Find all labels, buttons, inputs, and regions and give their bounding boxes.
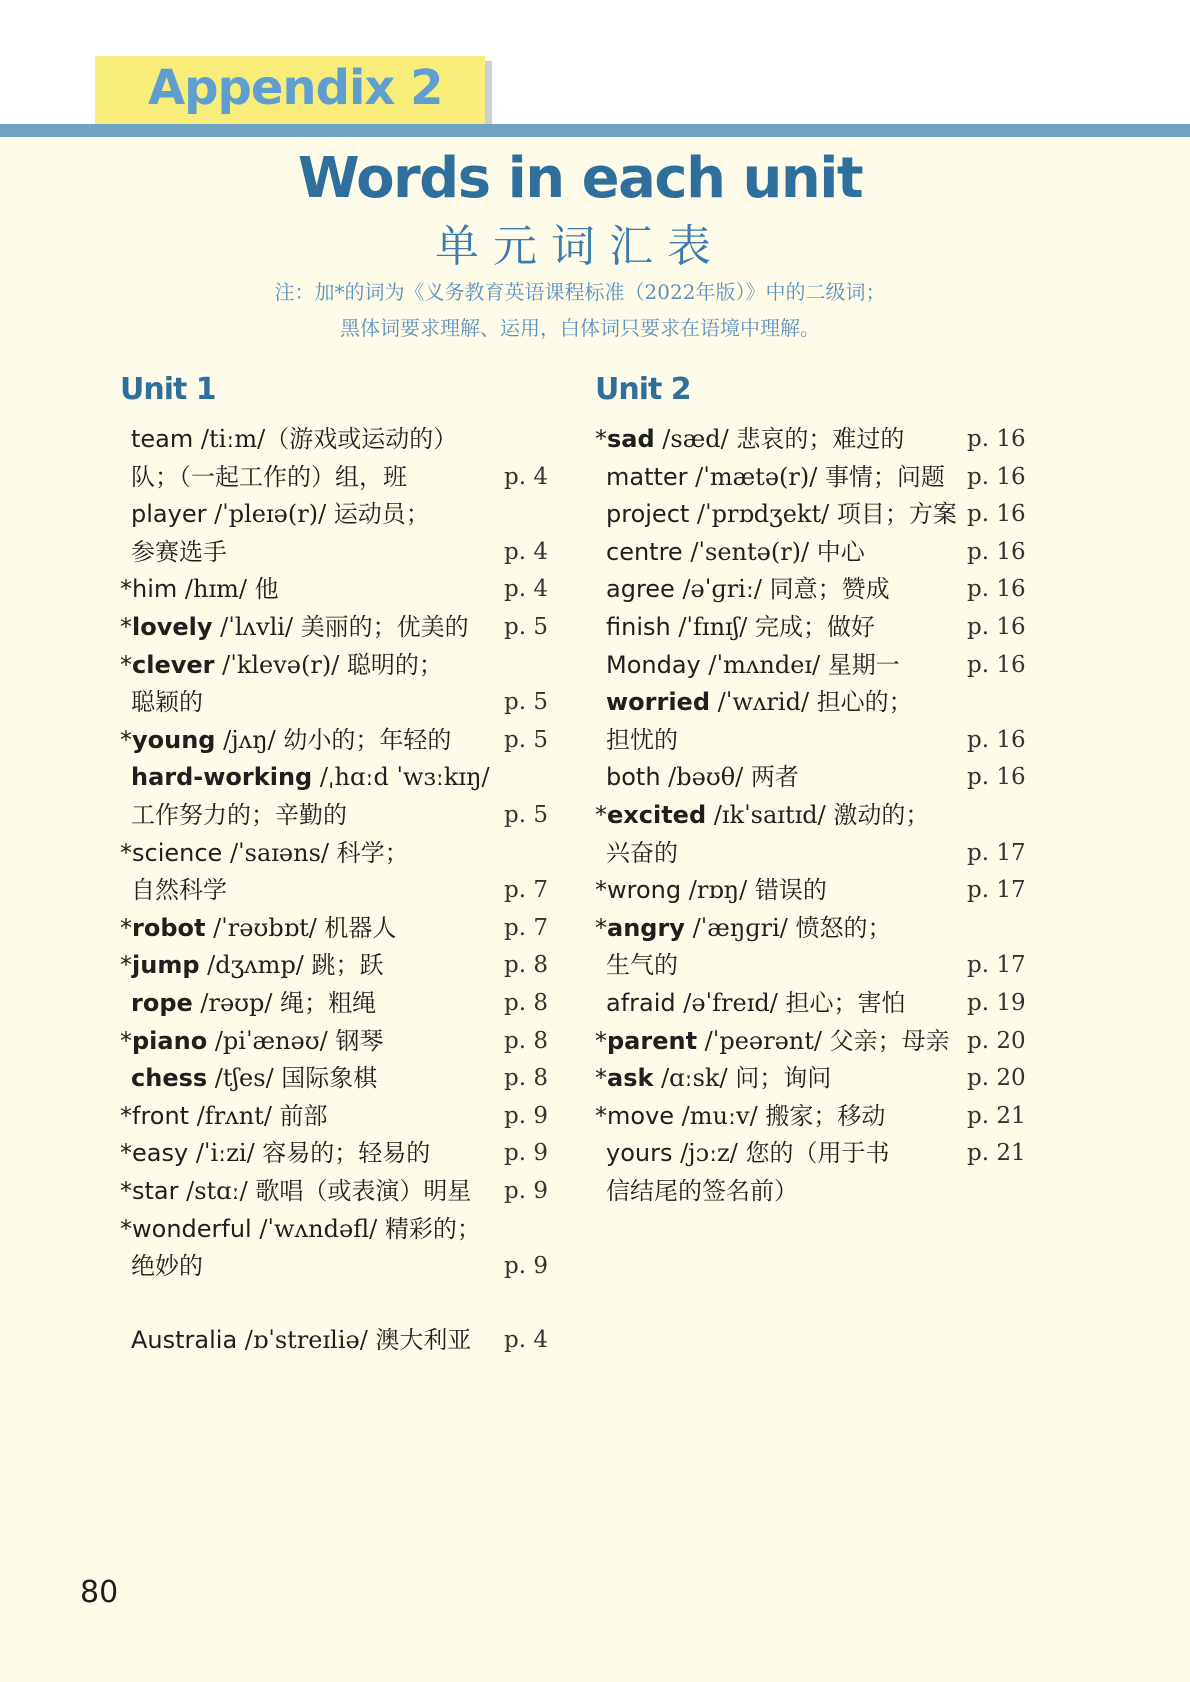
vocab-definition: 信结尾的签名前） xyxy=(606,1177,798,1205)
vocab-line xyxy=(131,872,227,909)
vocab-line xyxy=(606,647,900,684)
vocab-line-proper-noun xyxy=(131,1322,471,1359)
vocab-definition: /ɒˈstreɪliə/ 澳大利亚 xyxy=(237,1326,472,1354)
page-reference: p. 9 xyxy=(504,1102,548,1129)
vocab-line xyxy=(606,684,913,721)
vocab-word: yours xyxy=(606,1139,673,1168)
page-reference: p. 9 xyxy=(504,1178,548,1204)
star-marker: * xyxy=(120,838,132,867)
page-reference: p. 4 xyxy=(504,576,548,603)
star-marker: * xyxy=(120,613,132,641)
vocab-definition: /ˈsentə(r)/ 中心 xyxy=(682,537,865,566)
vocab-definition: /ˈlʌvli/ 美丽的；优美的 xyxy=(212,613,469,641)
page-reference: p. 4 xyxy=(504,538,548,565)
vocab-line xyxy=(120,910,396,947)
vocab-definition: /ˈpeərənt/ 父亲；母亲 xyxy=(697,1026,950,1055)
vocab-word: lovely xyxy=(132,613,213,641)
vocab-line xyxy=(595,797,929,834)
vocab-definition: 参赛选手 xyxy=(131,537,227,566)
vocab-word: project xyxy=(606,500,690,529)
vocab-line xyxy=(606,609,875,646)
vocab-line xyxy=(606,534,865,571)
page-subtitle: 单元词汇表 xyxy=(435,221,725,272)
page-reference: p. 9 xyxy=(504,1140,548,1167)
vocab-line xyxy=(606,1135,890,1172)
unit-1-heading: Unit 1 xyxy=(120,372,216,407)
vocab-definition: 生气的 xyxy=(606,951,678,980)
vocab-word: star xyxy=(132,1177,179,1205)
vocab-word: Monday xyxy=(606,650,701,679)
vocab-word: team xyxy=(131,425,194,453)
vocab-word: sad xyxy=(607,425,655,453)
vocab-line xyxy=(120,571,279,608)
page-reference: p. 16 xyxy=(967,538,1026,565)
vocab-definition: /ˈmætə(r)/ 事情；问题 xyxy=(687,462,945,491)
vocab-word: robot xyxy=(132,913,206,942)
vocab-word: excited xyxy=(607,801,707,829)
page-reference: p. 7 xyxy=(504,914,548,941)
vocab-definition: /rɒŋ/ 错误的 xyxy=(681,876,827,905)
vocab-definition: /ˈæŋɡri/ 愤怒的； xyxy=(684,913,892,942)
star-marker: * xyxy=(595,1101,607,1130)
page-reference: p. 5 xyxy=(504,614,548,640)
vocab-line xyxy=(595,1098,885,1135)
vocab-definition: 自然科学 xyxy=(131,876,227,905)
vocab-definition: /piˈænəʊ/ 钢琴 xyxy=(207,1026,384,1055)
vocab-definition: /ˈrəʊbɒt/ 机器人 xyxy=(205,913,397,942)
vocab-word: Australia xyxy=(131,1326,238,1354)
page-reference: p. 16 xyxy=(967,576,1026,603)
vocab-word: young xyxy=(132,725,216,754)
page-reference: p. 16 xyxy=(967,764,1026,791)
vocab-definition: /rəʊp/ 绳；粗绳 xyxy=(192,989,377,1017)
vocab-definition: /ɑːsk/ 问；询问 xyxy=(653,1064,832,1093)
vocab-word: him xyxy=(132,575,178,604)
vocab-line xyxy=(120,647,443,684)
vocab-line xyxy=(595,910,892,947)
page-reference: p. 16 xyxy=(967,726,1026,753)
vocab-line xyxy=(606,835,678,872)
vocab-word: easy xyxy=(132,1139,189,1168)
vocab-word: both xyxy=(606,763,661,792)
page-reference: p. 16 xyxy=(967,463,1026,490)
vocab-definition: /ˈwʌndəfl/ 精彩的； xyxy=(251,1214,481,1243)
vocab-line xyxy=(595,1023,950,1060)
vocab-definition: 绝妙的 xyxy=(131,1252,203,1281)
vocab-line xyxy=(131,684,203,721)
vocab-definition: 队；（一起工作的）组，班 xyxy=(131,462,407,491)
vocab-definition: 聪颖的 xyxy=(131,688,203,717)
vocab-definition: /stɑː/ 歌唱（或表演）明星 xyxy=(178,1177,472,1205)
vocab-line xyxy=(606,496,957,533)
vocab-definition: /tʃes/ 国际象棋 xyxy=(207,1064,378,1093)
vocab-definition: /ˈsaɪəns/ 科学； xyxy=(222,838,409,867)
vocab-definition: /ˌhɑːd ˈwɜːkɪŋ/ xyxy=(312,763,490,792)
header-rule xyxy=(0,124,1190,137)
vocab-definition: /hɪm/ 他 xyxy=(177,575,279,604)
page-reference: p. 4 xyxy=(504,463,548,490)
page-reference: p. 8 xyxy=(504,952,548,979)
vocab-line xyxy=(120,835,409,872)
vocab-line xyxy=(120,1098,328,1135)
vocab-word: agree xyxy=(606,575,675,604)
star-marker: * xyxy=(595,425,607,453)
vocab-definition: /ˈiːzi/ 容易的；轻易的 xyxy=(188,1139,431,1168)
page-reference: p. 16 xyxy=(967,614,1026,640)
vocab-line xyxy=(606,459,945,496)
vocab-definition: /ˈklevə(r)/ 聪明的； xyxy=(214,650,443,679)
note-line-2: 黑体词要求理解、运用，白体词只要求在语境中理解。 xyxy=(340,316,820,340)
vocab-line xyxy=(606,759,799,796)
vocab-word: worried xyxy=(606,688,711,717)
star-marker: * xyxy=(120,913,132,942)
vocab-line xyxy=(131,534,227,571)
star-marker: * xyxy=(595,1064,607,1093)
vocab-line xyxy=(120,722,451,759)
star-marker: * xyxy=(120,575,132,604)
vocab-word: afraid xyxy=(606,989,676,1017)
vocab-definition: /əˈfreɪd/ 担心；害怕 xyxy=(675,989,906,1017)
page-reference: p. 16 xyxy=(967,651,1026,678)
vocab-word: clever xyxy=(132,650,215,679)
vocab-line xyxy=(131,797,347,834)
vocab-definition: /dʒʌmp/ 跳；跃 xyxy=(199,951,384,980)
vocab-word: piano xyxy=(132,1026,208,1055)
vocab-line xyxy=(131,496,430,533)
vocab-word: science xyxy=(132,838,223,867)
page-reference: p. 9 xyxy=(504,1253,548,1280)
vocab-definition: /ˈpleɪə(r)/ 运动员； xyxy=(206,500,430,529)
vocab-word: centre xyxy=(606,537,683,566)
vocab-line xyxy=(131,459,407,496)
vocab-line xyxy=(120,1211,481,1248)
page-reference: p. 16 xyxy=(967,501,1026,528)
page-reference: p. 8 xyxy=(504,990,548,1016)
vocab-line xyxy=(606,571,890,608)
vocab-line xyxy=(606,985,905,1022)
vocab-word: move xyxy=(607,1101,675,1130)
vocab-definition: /tiːm/（游戏或运动的） xyxy=(193,425,458,453)
vocab-definition: /ˈprɒdʒekt/ 项目；方案 xyxy=(689,500,957,529)
vocab-definition: /muːv/ 搬家；移动 xyxy=(674,1101,886,1130)
vocab-line xyxy=(606,947,678,984)
vocab-word: player xyxy=(131,500,207,529)
vocab-definition: /frʌnt/ 前部 xyxy=(189,1101,328,1130)
vocab-definition: /jʌŋ/ 幼小的；年轻的 xyxy=(215,725,452,754)
vocab-line xyxy=(606,1173,798,1210)
star-marker: * xyxy=(120,1139,132,1168)
star-marker: * xyxy=(120,1101,132,1130)
star-marker: * xyxy=(120,951,132,980)
star-marker: * xyxy=(120,650,132,679)
vocab-line xyxy=(606,722,678,759)
page-reference: p. 4 xyxy=(504,1327,548,1353)
page-reference: p. 17 xyxy=(967,839,1026,866)
vocab-definition: /ˈwʌrid/ 担心的； xyxy=(710,688,913,717)
vocab-definition: /ˈfɪnɪʃ/ 完成；做好 xyxy=(670,613,875,641)
page-title: Words in each unit xyxy=(297,146,863,211)
page-reference: p. 16 xyxy=(967,426,1026,452)
vocab-definition: /sæd/ 悲哀的；难过的 xyxy=(654,425,905,453)
star-marker: * xyxy=(595,1026,607,1055)
vocab-line xyxy=(120,1173,471,1210)
star-marker: * xyxy=(120,1214,132,1243)
vocab-word: parent xyxy=(607,1026,698,1055)
vocab-word: wrong xyxy=(607,876,682,905)
vocab-word: chess xyxy=(131,1064,208,1093)
star-marker: * xyxy=(595,801,607,829)
vocab-line xyxy=(131,421,457,458)
star-marker: * xyxy=(595,876,607,905)
vocab-line xyxy=(131,985,376,1022)
page-reference: p. 5 xyxy=(504,802,548,828)
star-marker: * xyxy=(120,1026,132,1055)
page-reference: p. 17 xyxy=(967,877,1026,904)
page-reference: p. 17 xyxy=(967,952,1026,979)
vocab-word: matter xyxy=(606,462,688,491)
star-marker: * xyxy=(120,725,132,754)
vocab-word: angry xyxy=(607,913,685,942)
vocab-definition: /əˈɡriː/ 同意；赞成 xyxy=(674,575,890,604)
vocab-word: front xyxy=(132,1101,190,1130)
vocab-line xyxy=(131,1248,203,1285)
page-reference: p. 20 xyxy=(967,1027,1026,1054)
page-reference: p. 5 xyxy=(504,726,548,753)
page-reference: p. 21 xyxy=(967,1140,1026,1167)
vocab-word: ask xyxy=(607,1064,654,1093)
page-reference: p. 7 xyxy=(504,877,548,904)
vocab-line xyxy=(595,421,904,458)
unit-2-heading: Unit 2 xyxy=(595,372,691,407)
vocab-line xyxy=(595,1060,831,1097)
vocab-word: jump xyxy=(132,951,200,980)
page-reference: p. 21 xyxy=(967,1102,1026,1129)
page-reference: p. 8 xyxy=(504,1027,548,1054)
note-line-1: 注：加*的词为《义务教育英语课程标准（2022年版）》中的二级词； xyxy=(274,280,886,304)
vocab-line xyxy=(131,759,490,796)
appendix-label: Appendix 2 xyxy=(148,60,443,116)
star-marker: * xyxy=(595,913,607,942)
vocab-definition: /bəʊθ/ 两者 xyxy=(660,763,799,792)
vocab-line xyxy=(120,947,384,984)
vocab-definition: /ˈmʌndeɪ/ 星期一 xyxy=(700,650,900,679)
vocab-definition: /ɪkˈsaɪtɪd/ 激动的； xyxy=(706,801,930,829)
page-reference: p. 20 xyxy=(967,1065,1026,1092)
vocab-definition: /jɔːz/ 您的（用于书 xyxy=(672,1139,890,1168)
vocab-word: finish xyxy=(606,613,671,641)
vocab-line xyxy=(120,1023,383,1060)
vocab-line xyxy=(595,872,827,909)
vocab-definition: 兴奋的 xyxy=(606,838,678,867)
vocab-definition: 工作努力的；辛勤的 xyxy=(131,801,347,829)
page-reference: p. 19 xyxy=(967,990,1026,1016)
page-number: 80 xyxy=(80,1575,119,1610)
vocab-word: hard-working xyxy=(131,763,313,792)
star-marker: * xyxy=(120,1177,132,1205)
vocab-word: wonderful xyxy=(132,1214,252,1243)
vocab-word: rope xyxy=(131,989,193,1017)
vocab-line xyxy=(120,609,469,646)
page-reference: p. 5 xyxy=(504,689,548,716)
page-reference: p. 8 xyxy=(504,1065,548,1092)
vocab-line xyxy=(120,1135,430,1172)
vocab-definition: 担忧的 xyxy=(606,725,678,754)
vocab-line xyxy=(131,1060,377,1097)
